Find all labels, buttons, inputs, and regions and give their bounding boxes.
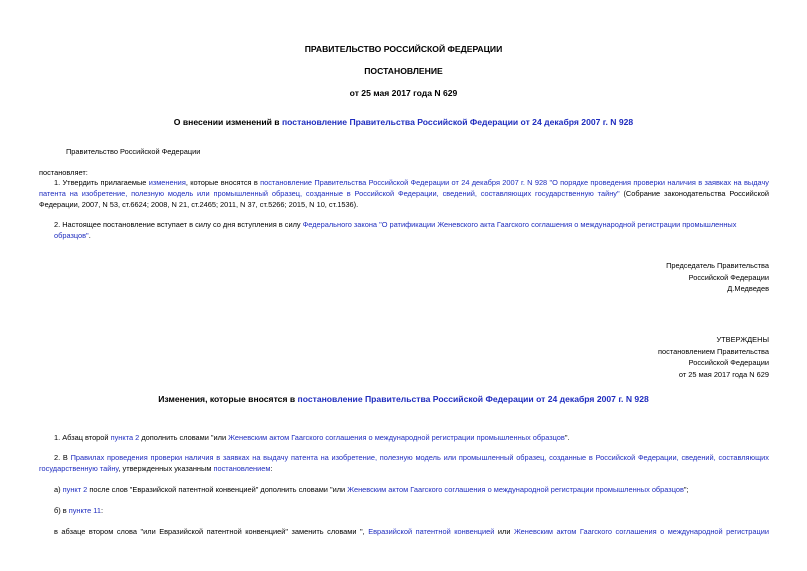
c1-text-c: дополнить словами "или	[139, 433, 229, 442]
changes-title-link[interactable]: постановление Правительства Российской Федерации от 24 декабря 2007 г. N 928	[297, 394, 649, 404]
cb1-text-c: или	[494, 527, 514, 536]
p1-text-e: (Собрание законодательства Российской Федерации, 2007, N 53, ст.6624; 2008, N 21, ст.2465; 2011, N 37, ст.5266; 2015, N 10, ст.1536).	[39, 189, 769, 209]
cb-text-c: :	[100, 506, 104, 515]
approval-line-1: УТВЕРЖДЕНЫ	[716, 335, 769, 344]
p2-link-law[interactable]: Федерального закона "О ратификации Женевского акта Гаагского соглашения о международной регистрации промышленных образцов"	[54, 220, 737, 240]
ca-text-c: после слов "Евразийской патентной конвенцией" дополнить словами "или	[87, 485, 348, 494]
c1-text-e: ".	[564, 433, 570, 442]
paragraph-1	[39, 177, 769, 210]
ca-text-e: ";	[683, 485, 689, 494]
change-1	[54, 432, 774, 443]
change-b-1	[54, 526, 769, 537]
change-a	[54, 484, 774, 495]
intro-decides: постановляет:	[39, 168, 88, 177]
c2-link-decree[interactable]: постановлением	[213, 464, 271, 473]
signature-line-2: Российской Федерации	[688, 272, 769, 282]
doc-type-heading: ПОСТАНОВЛЕНИЕ	[364, 66, 443, 76]
p2-text-a: 2. Настоящее постановление вступает в силу со дня вступления в силу	[54, 220, 303, 229]
cb1-text-a: в абзаце втором слова "или Евразийской патентной конвенцией" заменить словами ",	[54, 527, 369, 536]
p1-text-a: 1. Утвердить прилагаемые	[54, 178, 149, 187]
c1-link-item2[interactable]: пункта 2	[110, 433, 140, 442]
ca-text-a: а)	[54, 485, 63, 494]
approval-line-4: от 25 мая 2017 года N 629	[678, 369, 769, 379]
c1-text-a: 1. Абзац второй	[54, 433, 111, 442]
changes-title	[0, 394, 807, 404]
signature-line-1: Председатель Правительства	[666, 261, 769, 270]
c2-link-rules[interactable]: Правилах проведения проверки наличия в заявках на выдачу патента на изобретение, полезную модель или промышленный образец, созданные в Российской Федерации, сведений, составляющих государственную тайну	[39, 453, 769, 473]
doc-date-heading: от 25 мая 2017 года N 629	[349, 88, 458, 98]
c1-link-geneva[interactable]: Женевским актом Гаагского соглашения о международной регистрации промышленных образцов	[228, 433, 565, 442]
document-title	[0, 117, 807, 127]
ca-link-item2[interactable]: пункт 2	[62, 485, 88, 494]
approval-line-2: постановлением Правительства	[658, 346, 769, 356]
org-heading: ПРАВИТЕЛЬСТВО РОССИЙСКОЙ ФЕДЕРАЦИИ	[304, 44, 503, 54]
p1-text-c: , которые вносятся в	[185, 178, 261, 187]
cb-link-item11[interactable]: пункте 11	[68, 506, 101, 515]
p1-link-decree[interactable]: постановление Правительства Российской Федерации от 24 декабря 2007 г. N 928 "О порядке проведения проверки наличия в заявках на выдачу патента на изобретение, полезную модель или промышленный образец, созданные в Российской Федерации, сведений, составляющих государственную тайну"	[39, 178, 769, 198]
intro-government: Правительство Российской Федерации	[66, 147, 201, 156]
approval-block	[658, 334, 769, 380]
c2-text-c: , утвержденных указанным	[118, 464, 214, 473]
paragraph-2	[54, 219, 774, 241]
change-2	[39, 452, 769, 474]
p2-text-c: .	[88, 231, 91, 240]
p1-link-changes[interactable]: изменения	[148, 178, 186, 187]
c2-text-a: 2. В	[54, 453, 71, 462]
change-b	[54, 505, 774, 516]
signature-line-3: Д.Медведев	[727, 284, 769, 294]
c2-text-e: :	[270, 464, 273, 473]
approval-line-3: Российской Федерации	[688, 358, 769, 368]
title-link[interactable]: постановление Правительства Российской Федерации от 24 декабря 2007 г. N 928	[281, 117, 634, 127]
cb1-link-geneva[interactable]: Женевским актом Гаагского соглашения о международной регистрации	[513, 527, 769, 536]
ca-link-geneva[interactable]: Женевским актом Гаагского соглашения о международной регистрации промышленных образцов	[347, 485, 684, 494]
signature-block	[666, 260, 769, 295]
changes-title-prefix: Изменения, которые вносятся в	[158, 394, 298, 404]
title-prefix: О внесении изменений в	[173, 117, 282, 127]
cb-text-a: б) в	[54, 506, 69, 515]
cb1-link-eapc[interactable]: Евразийской патентной конвенцией	[368, 527, 495, 536]
